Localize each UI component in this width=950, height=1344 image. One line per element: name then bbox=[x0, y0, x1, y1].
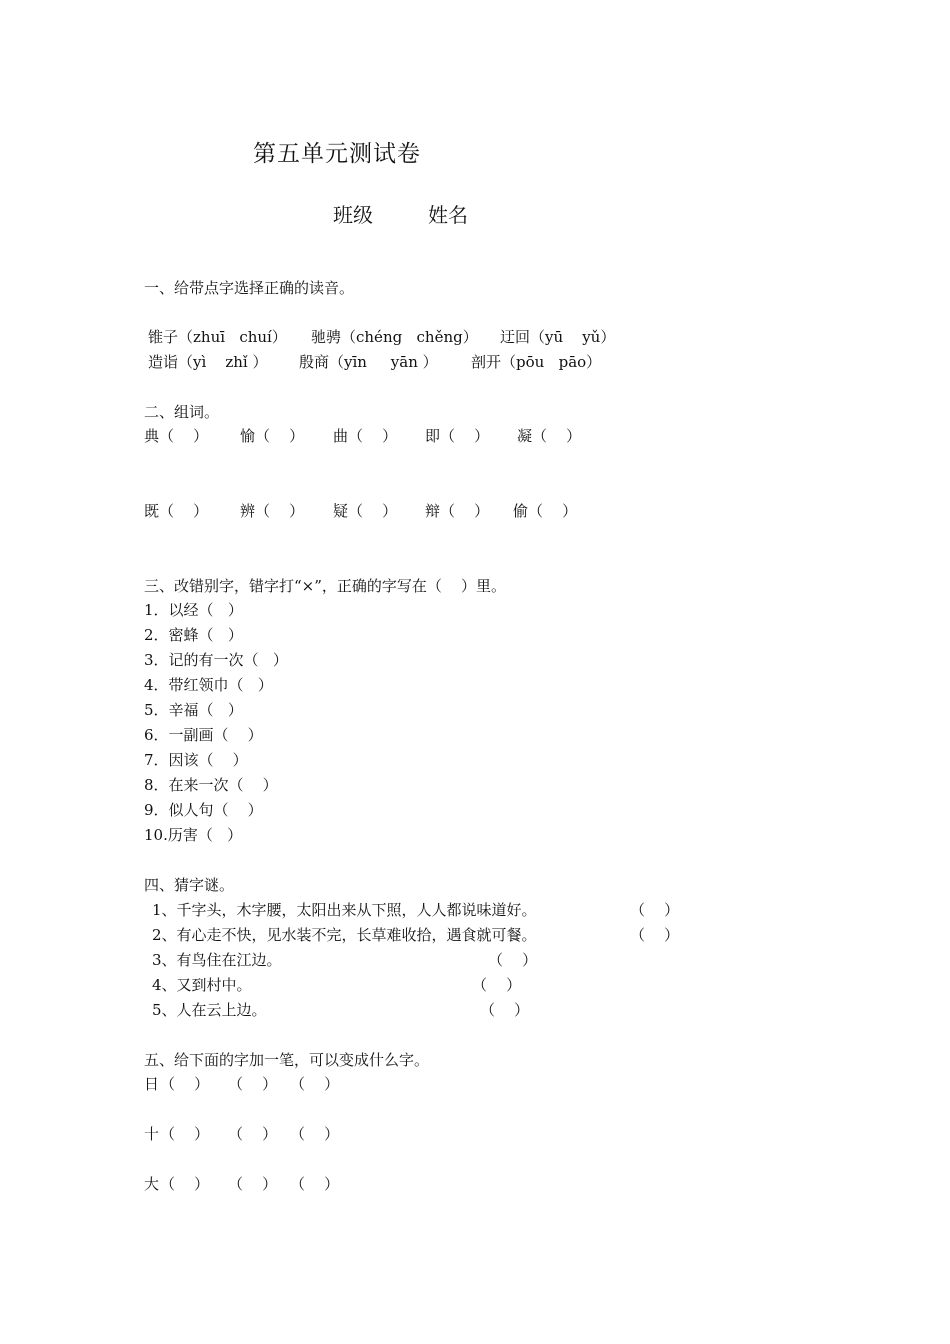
pinyin-item: 迂回（yū yǔ） bbox=[500, 328, 616, 346]
page-title: 第五单元测试卷 bbox=[253, 141, 421, 167]
stroke-blank: （ ） bbox=[160, 1075, 210, 1093]
list-item: 8．在来一次（ ） bbox=[144, 776, 278, 794]
stroke-char: 十 bbox=[144, 1125, 160, 1143]
section5-heading: 五、给下面的字加一笔，可以变成什么字。 bbox=[144, 1051, 430, 1069]
pinyin-item: 剖开（pōu pāo） bbox=[471, 353, 602, 371]
word-item: 愉（ ） bbox=[240, 427, 305, 445]
list-item: 9．似人句（ ） bbox=[144, 801, 263, 819]
list-item: 10.历害（ ） bbox=[144, 826, 243, 844]
stroke-char: 大 bbox=[144, 1175, 160, 1193]
riddle-text: 5、人在云上边。 bbox=[152, 1001, 267, 1019]
pinyin-item: 殷商（yīn yān ） bbox=[299, 353, 438, 371]
list-item: 3．记的有一次（ ） bbox=[144, 651, 288, 669]
section2-heading: 二、组词。 bbox=[144, 403, 220, 421]
riddle-text: 1、千字头，木字腰，太阳出来从下照，人人都说味道好。 bbox=[152, 901, 537, 919]
word-item: 凝（ ） bbox=[517, 427, 582, 445]
riddle-answer-blank: （ ） bbox=[630, 926, 680, 944]
word-item: 即（ ） bbox=[425, 427, 490, 445]
riddle-answer-blank: （ ） bbox=[488, 951, 538, 969]
word-item: 既（ ） bbox=[144, 502, 209, 520]
word-item: 辩（ ） bbox=[425, 502, 490, 520]
stroke-blank: （ ） bbox=[290, 1075, 340, 1093]
list-item: 7．因该（ ） bbox=[144, 751, 248, 769]
class-label: 班级 bbox=[333, 203, 373, 227]
list-item: 5．辛福（ ） bbox=[144, 701, 243, 719]
word-item: 曲（ ） bbox=[333, 427, 398, 445]
riddle-answer-blank: （ ） bbox=[480, 1001, 530, 1019]
stroke-blank: （ ） bbox=[160, 1125, 210, 1143]
pinyin-item: 造诣（yì zhǐ ） bbox=[148, 353, 268, 371]
riddle-text: 4、又到村中。 bbox=[152, 976, 252, 994]
list-item: 6．一副画（ ） bbox=[144, 726, 263, 744]
stroke-blank: （ ） bbox=[228, 1125, 278, 1143]
section4-heading: 四、猜字谜。 bbox=[144, 876, 235, 894]
pinyin-item: 驰骋（chéng chěng） bbox=[311, 328, 478, 346]
word-item: 偷（ ） bbox=[513, 502, 578, 520]
name-label: 姓名 bbox=[428, 203, 468, 227]
list-item: 2．密蜂（ ） bbox=[144, 626, 243, 644]
word-item: 疑（ ） bbox=[333, 502, 398, 520]
stroke-blank: （ ） bbox=[228, 1175, 278, 1193]
list-item: 1．以经（ ） bbox=[144, 601, 243, 619]
stroke-blank: （ ） bbox=[160, 1175, 210, 1193]
riddle-answer-blank: （ ） bbox=[472, 976, 522, 994]
riddle-text: 2、有心走不快，见水装不完，长草难收拾，遇食就可餐。 bbox=[152, 926, 537, 944]
stroke-char: 日 bbox=[144, 1075, 160, 1093]
word-item: 辨（ ） bbox=[240, 502, 305, 520]
list-item: 4．带红领巾（ ） bbox=[144, 676, 273, 694]
word-item: 典（ ） bbox=[144, 427, 209, 445]
riddle-answer-blank: （ ） bbox=[630, 901, 680, 919]
pinyin-item: 锥子（zhuī chuí） bbox=[148, 328, 287, 346]
stroke-blank: （ ） bbox=[228, 1075, 278, 1093]
stroke-blank: （ ） bbox=[290, 1175, 340, 1193]
section3-heading: 三、改错别字，错字打“×”，正确的字写在（ ）里。 bbox=[144, 577, 506, 595]
section1-heading: 一、给带点字选择正确的读音。 bbox=[144, 279, 355, 297]
riddle-text: 3、有鸟住在江边。 bbox=[152, 951, 282, 969]
stroke-blank: （ ） bbox=[290, 1125, 340, 1143]
